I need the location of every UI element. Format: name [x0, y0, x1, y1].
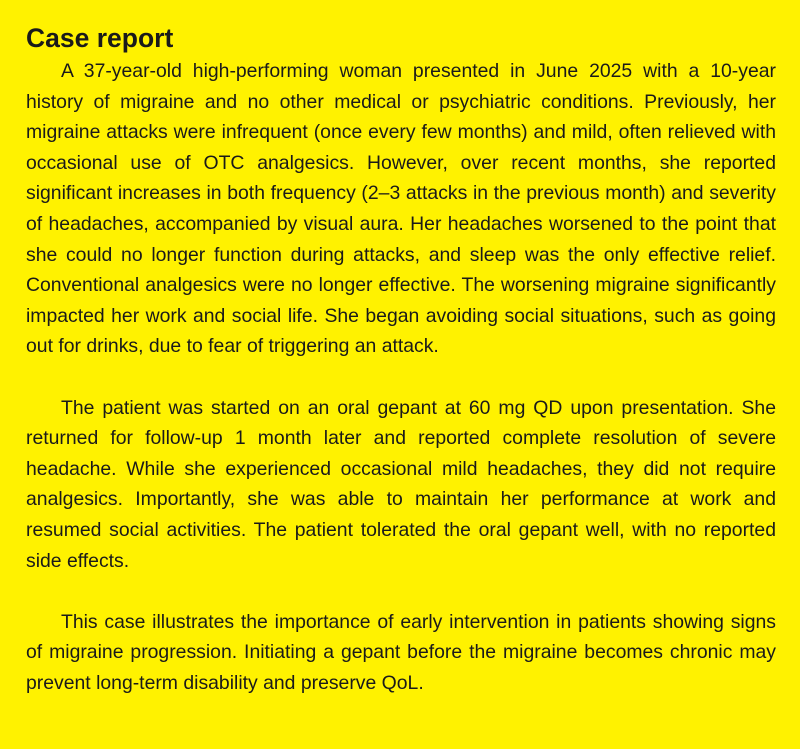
section-title: Case report: [26, 23, 174, 53]
paragraph-gap: [26, 362, 776, 393]
paragraph-presentation: A 37-year-old high-performing woman presented in June 2025 with a 10-year history of migraine and no other medical or psychiatric conditions. Previously, her migraine attacks were infrequent (once every few months) and mild, often relieved with occasional use of OTC analgesics. However, over recent months, she reported significant increases in both frequency (2–3 attacks in the previous month) and severity of headaches, accompanied by visual aura. Her headaches worsened to the point that she could no longer function during attacks, and sleep was the only effective relief. Conventional analgesics were no longer effective. The worsening migraine significantly impacted her work and social life. She began avoiding social situations, such as going out for drinks, due to fear of triggering an attack.: [26, 60, 776, 358]
paragraph-conclusion: This case illustrates the importance of early intervention in patients showing signs of migraine progression. Initiating a gepant before the migraine becomes chronic may prevent long-term disability and preserve QoL.: [26, 610, 776, 694]
paragraph-gap: [26, 576, 776, 607]
paragraph-treatment: The patient was started on an oral gepant at 60 mg QD upon presentation. She returned for follow-up 1 month later and reported complete resolution of severe headache. While she experienced occasional mild headaches, they did not require analgesics. Importantly, she was able to maintain her performance at work and resumed social activities. The patient tolerated the oral gepant well, with no reported side effects.: [26, 396, 776, 572]
